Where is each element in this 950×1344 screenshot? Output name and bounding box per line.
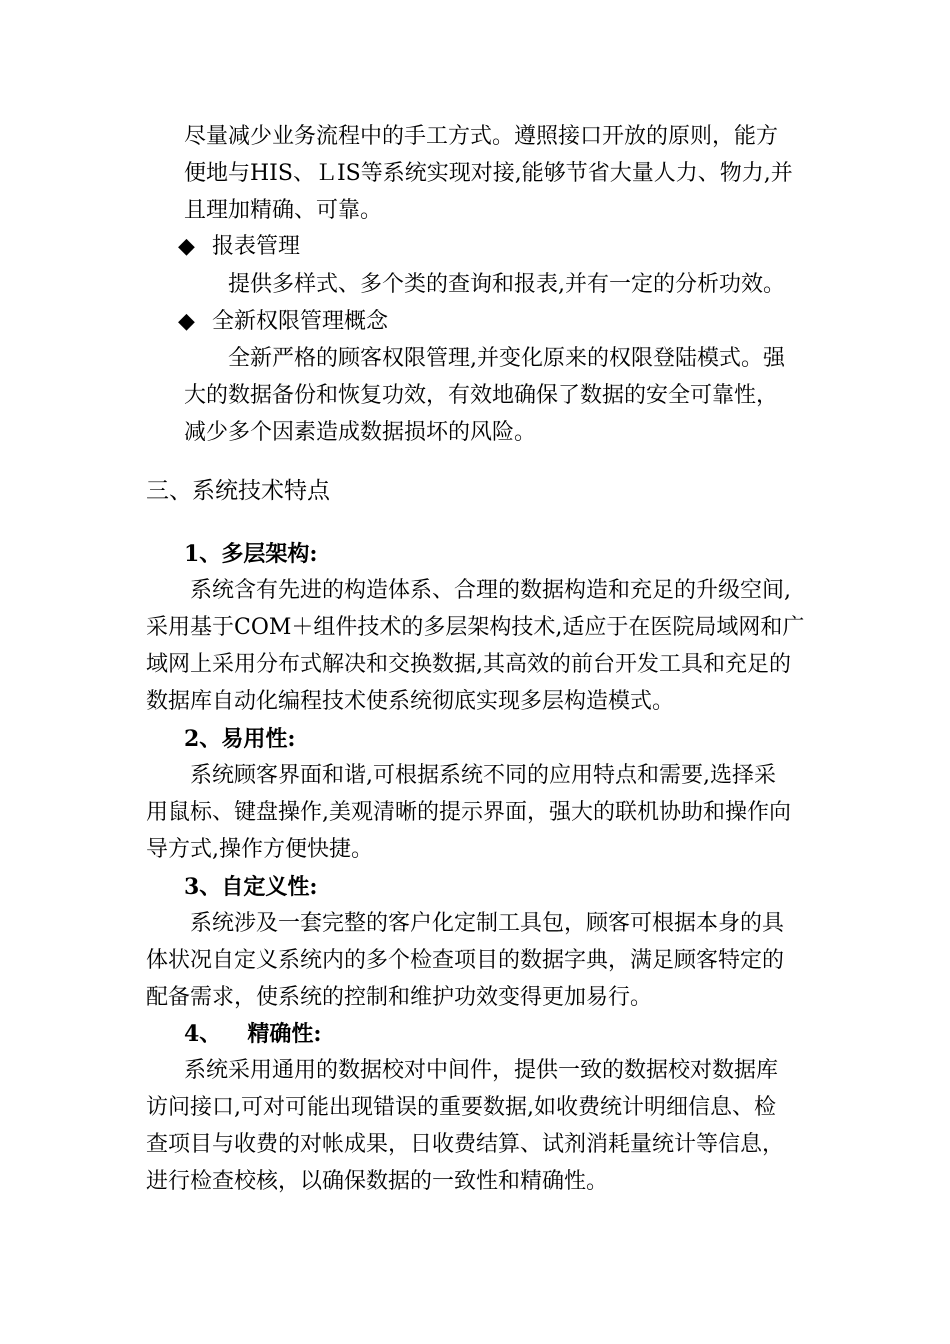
section-heading: 三、系统技术特点	[146, 478, 330, 504]
feature-4-line-2: 访问接口,可对可能出现错误的重要数据,如收费统计明细信息、检	[146, 1095, 776, 1120]
bullet-permission-line-3: 减少多个因素造成数据损坏的风险。	[184, 420, 537, 445]
feature-4-heading	[184, 1019, 321, 1049]
feature-1-line-4: 数据库自动化编程技术使系统彻底实现多层构造模式。	[146, 689, 675, 714]
feature-2-heading	[184, 724, 295, 754]
feature-title: 多层架构:	[221, 541, 318, 567]
feature-title: 易用性:	[221, 726, 296, 752]
bullet-permission-line-2: 大的数据备份和恢复功效，有效地确保了数据的安全可靠性，	[184, 383, 779, 408]
bullet-report-line-1: 提供多样式、多个类的查询和报表,并有一定的分析功效。	[228, 272, 785, 297]
feature-1-line-2: 采用基于COM＋组件技术的多层架构技术,适应于在医院局域网和广	[146, 615, 805, 640]
feature-2-line-3: 导方式,操作方便快捷。	[146, 837, 373, 862]
intro-line-2: 便地与HIS、ＬIS等系统实现对接,能够节省大量人力、物力,并	[184, 161, 793, 186]
diamond-bullet-icon: ◆	[178, 309, 195, 334]
intro-line-3: 且理加精确、可靠。	[184, 198, 383, 223]
feature-1-line-1: 系统含有先进的构造体系、合理的数据构造和充足的升级空间,	[190, 578, 791, 603]
intro-line-1: 尽量减少业务流程中的手工方式。遵照接口开放的原则，能方	[184, 124, 779, 149]
bullet-title: 全新权限管理概念	[212, 309, 389, 334]
feature-title: 自定义性:	[221, 874, 318, 900]
feature-title: 精确性:	[247, 1021, 322, 1047]
feature-number: 3、	[184, 874, 222, 900]
feature-3-line-1: 系统涉及一套完整的客户化定制工具包，顾客可根据本身的具	[190, 911, 785, 936]
feature-4-line-1: 系统采用通用的数据校对中间件，提供一致的数据校对数据库	[184, 1058, 779, 1083]
feature-1-heading	[184, 539, 317, 569]
feature-3-heading	[184, 872, 317, 902]
bullet-title: 报表管理	[212, 234, 301, 259]
feature-number: 2、	[184, 726, 222, 752]
bullet-permission-line-1: 全新严格的顾客权限管理,并变化原来的权限登陆模式。强	[228, 346, 785, 371]
bullet-report-management	[178, 232, 300, 262]
feature-3-line-3: 配备需求，使系统的控制和维护功效变得更加易行。	[146, 985, 653, 1010]
feature-2-line-2: 用鼠标、键盘操作,美观清晰的提示界面，强大的联机协助和操作向	[146, 800, 791, 825]
diamond-bullet-icon: ◆	[178, 234, 195, 259]
feature-3-line-2: 体状况自定义系统内的多个检查项目的数据字典，满足顾客特定的	[146, 948, 785, 973]
feature-2-line-1: 系统顾客界面和谐,可根据系统不同的应用特点和需要,选择采	[190, 763, 776, 788]
feature-number: 4、	[184, 1021, 222, 1047]
feature-1-line-3: 域网上采用分布式解决和交换数据,其高效的前台开发工具和充足的	[146, 652, 791, 677]
feature-4-line-4: 进行检查校核，以确保数据的一致性和精确性。	[146, 1169, 609, 1194]
feature-number: 1、	[184, 541, 222, 567]
bullet-permission-management	[178, 307, 388, 337]
feature-4-line-3: 查项目与收费的对帐成果，日收费结算、试剂消耗量统计等信息，	[146, 1132, 785, 1157]
